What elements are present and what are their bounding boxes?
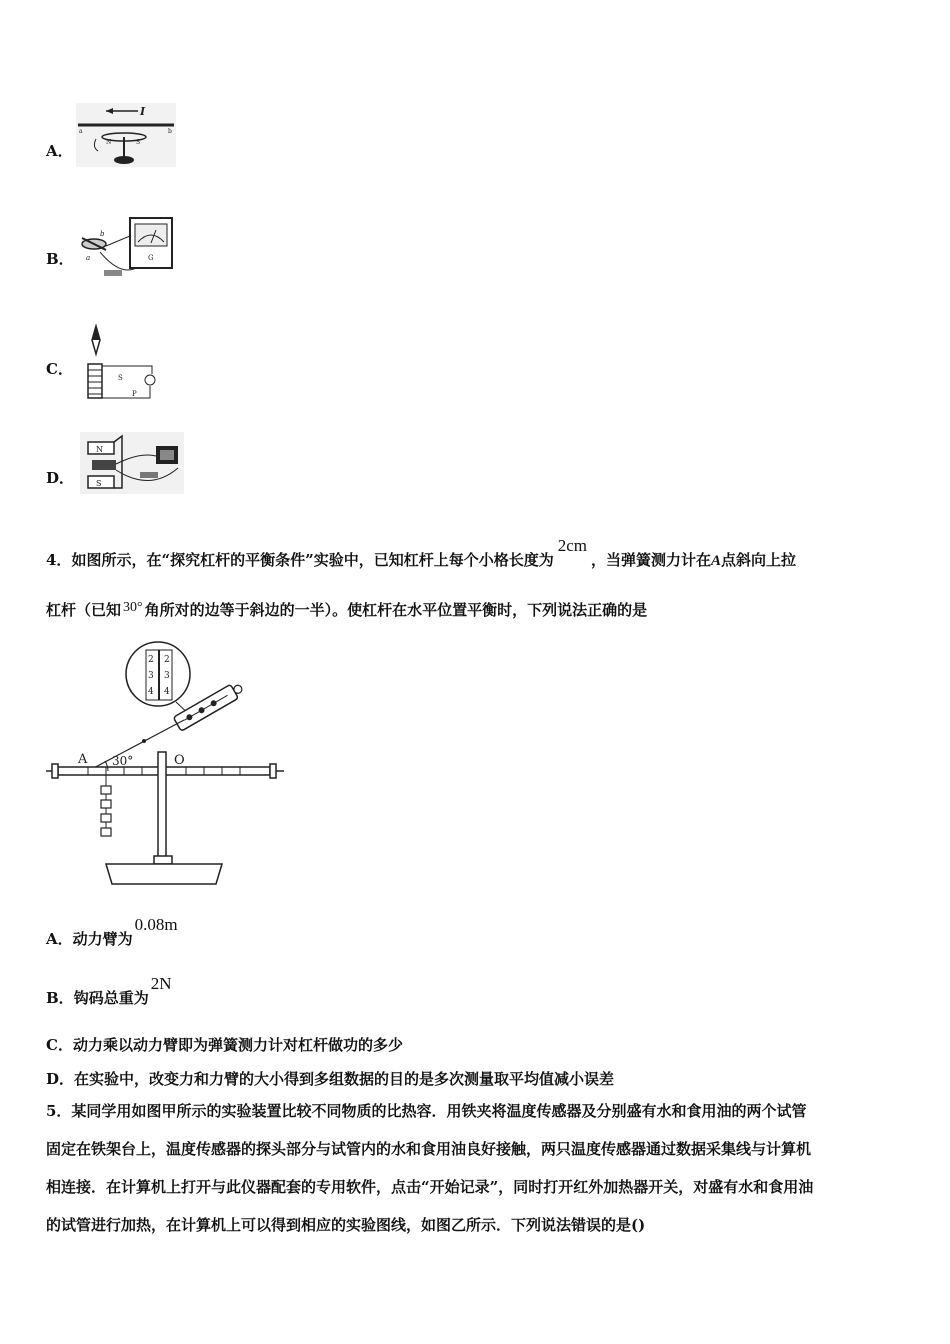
scale-l-4: 4 [148,687,154,697]
point-a-label: A [78,752,88,767]
option-a-letter: A． [46,142,73,160]
label-p: P [132,390,137,398]
figure-option-b [80,216,174,280]
option-d-letter: D． [46,469,75,487]
q4-option-a: A．动力臂为0.08m [46,915,178,948]
magnet-s: S [96,479,102,488]
option-b-letter: B． [46,250,74,268]
meter-label: G [148,254,154,262]
label-n: N [106,139,112,146]
q5-line-2: 固定在铁架台上，温度传感器的探头部分与试管内的水和食用油良好接触，两只温度传感器通过数据采集线与计算机 [46,1140,812,1158]
option-c-letter: C． [46,360,73,378]
angle-label: 30° [112,754,134,768]
q5-line-4: 的试管进行加热，在计算机上可以得到相应的实验图线，如图乙所示．下列说法错误的是() [46,1216,646,1234]
scale-l-2: 2 [148,655,154,665]
point-o-label: O [174,753,185,768]
label-s-coil: S [118,374,123,382]
q4-option-d: D．在实验中，改变力和力臂的大小得到多组数据的目的是多次测量取平均值减小误差 [46,1070,615,1088]
q4-line-1: 4．如图所示，在“探究杠杆的平衡条件”实验中，已知杠杆上每个小格长度为2cm，当弹簧测力计在A点斜向上拉 [46,536,797,569]
q4-math-30deg: 30° [123,600,143,615]
current-label: I [140,105,146,118]
lever-figure [46,640,286,890]
q5-line-1: 5．某同学用如图甲所示的实验装置比较不同物质的比热容．用铁夹将温度传感器及分别盛有水和食用油的两个试管 [46,1102,807,1120]
q4-math-2cm: 2cm [557,536,587,555]
q4-option-c: C．动力乘以动力臂即为弹簧测力计对杠杆做功的多少 [46,1036,403,1054]
figure-option-c [84,324,158,404]
label-s: S [136,139,141,146]
scale-r-4: 4 [164,687,170,697]
label-b: b [168,128,172,135]
q4-line-2: 杠杆（已知 30° 角所对的边等于斜边的一半）。使杠杆在水平位置平衡时，下列说法正确的是 [46,600,648,619]
scale-r-3: 3 [164,671,170,681]
magnet-n: N [96,445,103,454]
q5-line-3: 相连接．在计算机上打开与此仪器配套的专用软件，点击“开始记录”，同时打开红外加热器开关，对盛有水和食用油 [46,1178,814,1196]
scale-r-2: 2 [164,655,170,665]
label-a-wire: a [86,254,91,262]
label-b-wire: b [100,230,105,238]
scale-l-3: 3 [148,671,154,681]
label-a: a [79,128,83,135]
q4-option-b: B．钩码总重为2N [46,974,172,1007]
figure-option-d [80,432,184,494]
figure-option-a [76,103,176,167]
